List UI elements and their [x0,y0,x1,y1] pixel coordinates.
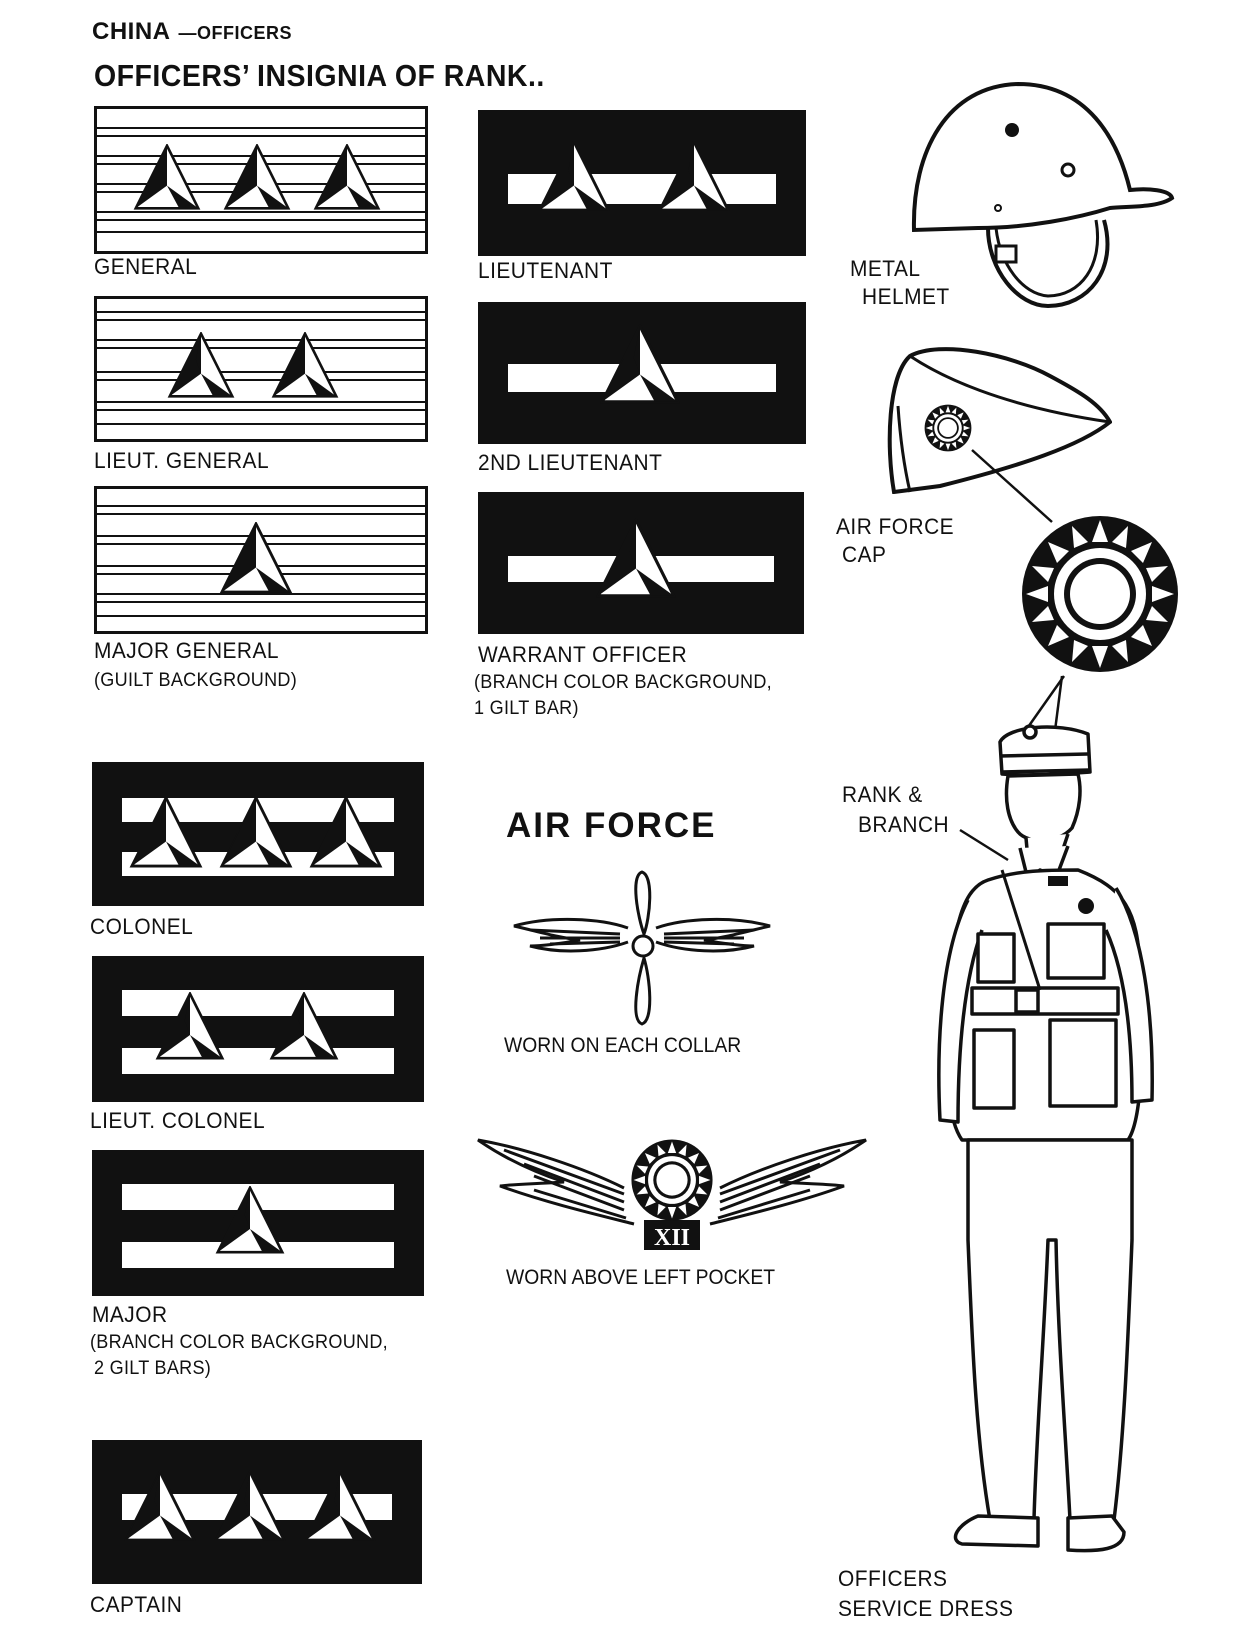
lieutenant-insignia [478,110,806,256]
label-dress-1: OFFICERS [838,1566,948,1591]
note-major-2: 2 GILT BARS) [94,1358,212,1379]
country-name: CHINA [92,18,171,45]
label-warrant-officer: WARRANT OFFICER [478,642,688,667]
label-colonel: COLONEL [90,914,194,939]
badge-numeral: XII [653,1225,691,1251]
country-heading [92,18,292,46]
note-major-general: (GUILT BACKGROUND) [94,670,298,691]
warrant-officer-insignia [478,492,804,634]
label-major: MAJOR [92,1302,168,1327]
caption-collar: WORN ON EACH COLLAR [504,1034,742,1057]
major-general-insignia [94,486,428,634]
label-rank-branch-1: RANK & [842,782,923,807]
label-lieutenant: LIEUTENANT [478,258,613,283]
major-insignia [92,1150,424,1296]
note-warrant-officer-1: (BRANCH COLOR BACKGROUND, [474,672,772,693]
air-force-title: AIR FORCE [506,806,717,845]
label-2nd-lieutenant: 2ND LIEUTENANT [478,450,663,475]
lieut-colonel-insignia [92,956,424,1102]
page-title: OFFICERS’ INSIGNIA OF RANK.. [94,58,545,93]
label-lieut-general: LIEUT. GENERAL [94,448,270,473]
label-rank-branch-2: BRANCH [858,812,950,837]
label-helmet-2: HELMET [862,284,950,309]
propeller-wings-icon [510,868,774,1028]
captain-insignia [92,1440,422,1584]
label-helmet-1: METAL [850,256,921,281]
label-cap-1: AIR FORCE [836,514,955,539]
second-lieutenant-insignia [478,302,806,444]
colonel-insignia [92,762,424,906]
label-cap-2: CAP [842,542,887,567]
helmet-icon [908,80,1176,316]
section-subtitle: —OFFICERS [178,23,293,43]
pocket-wings-badge [474,1128,870,1258]
sun-emblem-icon [631,1139,712,1220]
note-warrant-officer-2: 1 GILT BAR) [474,698,579,719]
label-major-general: MAJOR GENERAL [94,638,280,663]
lieut-general-insignia [94,296,428,442]
note-major-1: (BRANCH COLOR BACKGROUND, [90,1332,388,1353]
label-general: GENERAL [94,254,198,279]
label-lieut-colonel: LIEUT. COLONEL [90,1108,266,1133]
label-dress-2: SERVICE DRESS [838,1596,1014,1621]
caption-pocket: WORN ABOVE LEFT POCKET [506,1266,776,1289]
general-insignia [94,106,428,254]
rank-branch-pointer [958,826,1018,866]
label-captain: CAPTAIN [90,1592,183,1617]
